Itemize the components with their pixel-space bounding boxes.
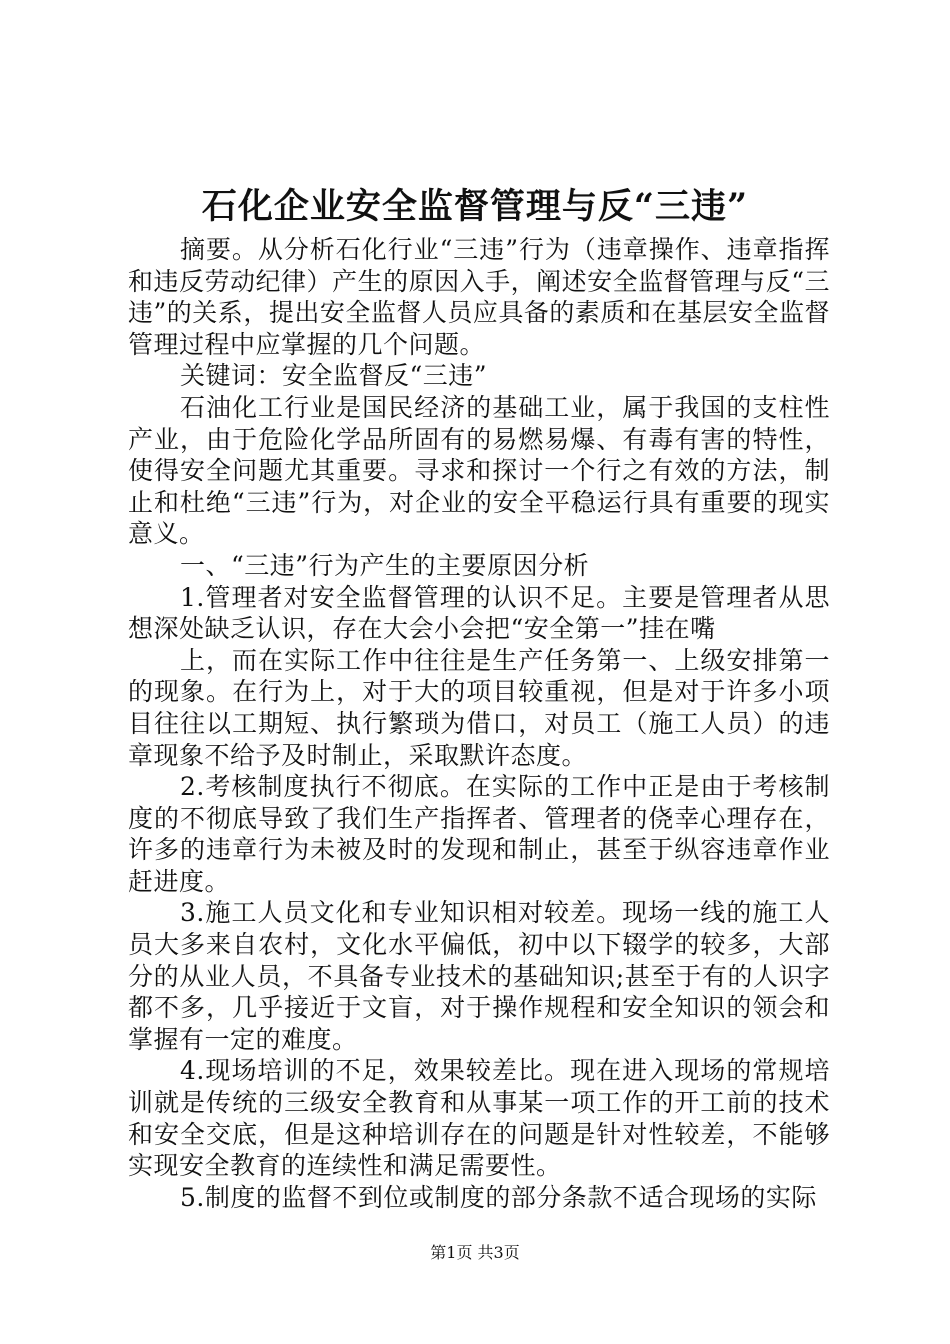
document-body <box>128 234 830 1213</box>
point-3-paragraph: 3.施工人员文化和专业知识相对较差。现场一线的施工人员大多来自农村，文化水平偏低，初中以下辍学的较多，大部分的从业人员，不具备专业技术的基础知识;甚至于有的人识字都不多，几乎接近于文盲，对于操作规程和安全知识的领会和掌握有一定的难度。 <box>128 898 830 1054</box>
point-1-paragraph: 1.管理者对安全监督管理的认识不足。主要是管理者从思想深处缺乏认识，存在大会小会把“安全第一”挂在嘴 <box>128 582 830 644</box>
section-heading-1: 一、“三违”行为产生的主要原因分析 <box>180 550 590 580</box>
document-title: 石化企业安全监督管理与反“三违” <box>201 186 749 227</box>
page-number-footer: 第1页 共3页 <box>430 1243 520 1262</box>
intro-paragraph: 石油化工行业是国民经济的基础工业，属于我国的支柱性产业，由于危险化学品所固有的易燃易爆、有毒有害的特性，使得安全问题尤其重要。寻求和探讨一个行之有效的方法，制止和杜绝“三违”行为，对企业的安全平稳运行具有重要的现实意义。 <box>128 392 830 549</box>
point-2-paragraph: 2.考核制度执行不彻底。在实际的工作中正是由于考核制度的不彻底导致了我们生产指挥者、管理者的侥幸心理存在，许多的违章行为未被及时的发现和制止，甚至于纵容违章作业赶进度。 <box>128 772 830 896</box>
point-4-paragraph: 4.现场培训的不足，效果较差比。现在进入现场的常规培训就是传统的三级安全教育和从事某一项工作的开工前的技术和安全交底，但是这种培训存在的问题是针对性较差，不能够实现安全教育的连续性和满足需要性。 <box>128 1056 830 1181</box>
keywords-paragraph: 关键词：安全监督反“三违” <box>180 361 488 391</box>
point-1-continued-paragraph: 上，而在实际工作中往往是生产任务第一、上级安排第一的现象。在行为上，对于大的项目较重视，但是对于许多小项目往往以工期短、执行繁琐为借口，对员工（施工人员）的违章现象不给予及时制止，采取默许态度。 <box>128 645 830 770</box>
point-5-paragraph: 5.制度的监督不到位或制度的部分条款不适合现场的实际 <box>180 1182 817 1212</box>
abstract-paragraph: 摘要。从分析石化行业“三违”行为（违章操作、违章指挥和违反劳动纪律）产生的原因入手，阐述安全监督管理与反“三违”的关系，提出安全监督人员应具备的素质和在基层安全监督管理过程中应掌握的几个问题。 <box>128 235 830 359</box>
